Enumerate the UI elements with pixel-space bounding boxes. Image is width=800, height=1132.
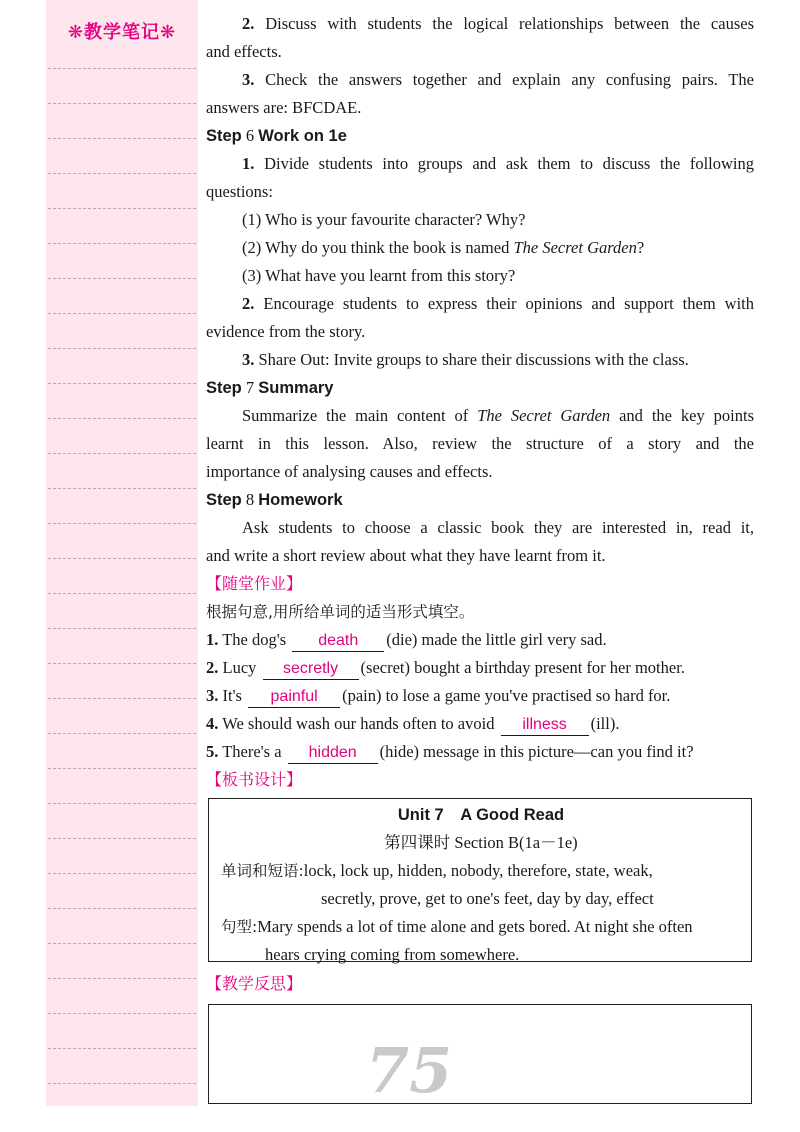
note-line (48, 453, 196, 454)
board-subtitle: 第四课时 Section B(1a－1e) (384, 833, 578, 852)
page-number: 75 (366, 1034, 453, 1107)
note-line (48, 523, 196, 524)
note-line (48, 418, 196, 419)
step6-item1-cont: questions: (206, 182, 273, 201)
step8-line-1: Ask students to choose a classic book they are interested in, read it, (242, 518, 754, 537)
note-line (48, 243, 196, 244)
board-heading: 【板书设计】 (206, 770, 303, 789)
board-vocab-line-2: secretly, prove, get to one's feet, day by day, effect (321, 889, 654, 908)
note-line (48, 1013, 196, 1014)
step7-heading: Step 7 Summary (206, 378, 334, 397)
step6-question-1: (1) Who is your favourite character? Why? (242, 210, 526, 229)
exercise-instruction: 根据句意,用所给单词的适当形式填空。 (206, 603, 475, 621)
note-line (48, 1048, 196, 1049)
exercise-item-1: 1. The dog's death (die) made the little girl very sad. (206, 626, 754, 654)
reflection-box[interactable] (208, 1004, 752, 1107)
board-sentence-line-1: 句型:Mary spends a lot of time alone and gets bored. At night she often (221, 917, 693, 936)
note-line (48, 278, 196, 279)
note-line (48, 138, 196, 139)
exercise-item-5: 5. There's a hidden (hide) message in this picture—can you find it? (206, 738, 754, 766)
step6-item1-line: 1. Divide students into groups and ask them to discuss the following (242, 154, 755, 173)
step6-question-2: (2) Why do you think the book is named The Secret Garden? (242, 238, 645, 257)
step7-line-2: learnt in this lesson. Also, review the structure of a story and the (206, 434, 754, 453)
note-line (48, 173, 196, 174)
notes-sidebar (46, 0, 198, 1106)
note-line (48, 908, 196, 909)
note-line (48, 103, 196, 104)
step6-question-3: (3) What have you learnt from this story? (242, 266, 516, 285)
note-line (48, 768, 196, 769)
answer-blank[interactable]: secretly (263, 657, 359, 680)
step5-item2-cont: and effects. (206, 42, 282, 61)
answer-blank[interactable]: painful (248, 685, 340, 708)
note-line (48, 698, 196, 699)
step6-item2-line: 2. Encourage students to express their opinions and support them with (242, 294, 754, 313)
note-line (48, 1083, 196, 1084)
board-sentence-line-2: hears crying coming from somewhere. (265, 945, 520, 964)
note-line (48, 68, 196, 69)
note-line (48, 208, 196, 209)
step6-heading: Step 6 Work on 1e (206, 126, 347, 145)
note-line (48, 383, 196, 384)
exercise-item-2: 2. Lucy secretly (secret) bought a birthday present for her mother. (206, 654, 754, 682)
note-line (48, 663, 196, 664)
step5-item3-cont: answers are: BFCDAE. (206, 98, 362, 117)
step8-heading: Step 8 Homework (206, 490, 343, 509)
board-design-box (208, 798, 752, 962)
step6-item2-cont: evidence from the story. (206, 322, 366, 341)
step7-line-3: importance of analysing causes and effects. (206, 462, 493, 481)
answer-blank[interactable]: hidden (288, 741, 378, 764)
answer-blank[interactable]: illness (501, 713, 589, 736)
reflection-heading: 【教学反思】 (206, 974, 303, 993)
note-line (48, 943, 196, 944)
exercise-item-4: 4. We should wash our hands often to avoid illness (ill). (206, 710, 754, 738)
notes-sidebar-title: ❋教学笔记❋ (67, 22, 177, 43)
exercise-heading: 【随堂作业】 (206, 574, 303, 593)
step5-item2-line: 2. Discuss with students the logical relationships between the causes (242, 14, 754, 33)
step5-item3-line: 3. Check the answers together and explain any confusing pairs. The (242, 70, 755, 89)
answer-blank[interactable]: death (292, 629, 384, 652)
note-line (48, 803, 196, 804)
note-line (48, 873, 196, 874)
step8-line-2: and write a short review about what they have learnt from it. (206, 546, 606, 565)
board-title: Unit 7 A Good Read (397, 806, 565, 824)
note-line (48, 838, 196, 839)
note-line (48, 488, 196, 489)
note-line (48, 313, 196, 314)
board-vocab-line-1: 单词和短语:lock, lock up, hidden, nobody, therefore, state, weak, (221, 861, 653, 880)
note-line (48, 348, 196, 349)
note-line (48, 628, 196, 629)
note-line (48, 593, 196, 594)
step7-line-1: Summarize the main content of The Secret Garden and the key points (242, 406, 754, 425)
note-line (48, 978, 196, 979)
note-line (48, 558, 196, 559)
exercise-item-3: 3. It's painful (pain) to lose a game you've practised so hard for. (206, 682, 754, 710)
step6-item3-line: 3. Share Out: Invite groups to share their discussions with the class. (242, 350, 689, 369)
note-line (48, 733, 196, 734)
